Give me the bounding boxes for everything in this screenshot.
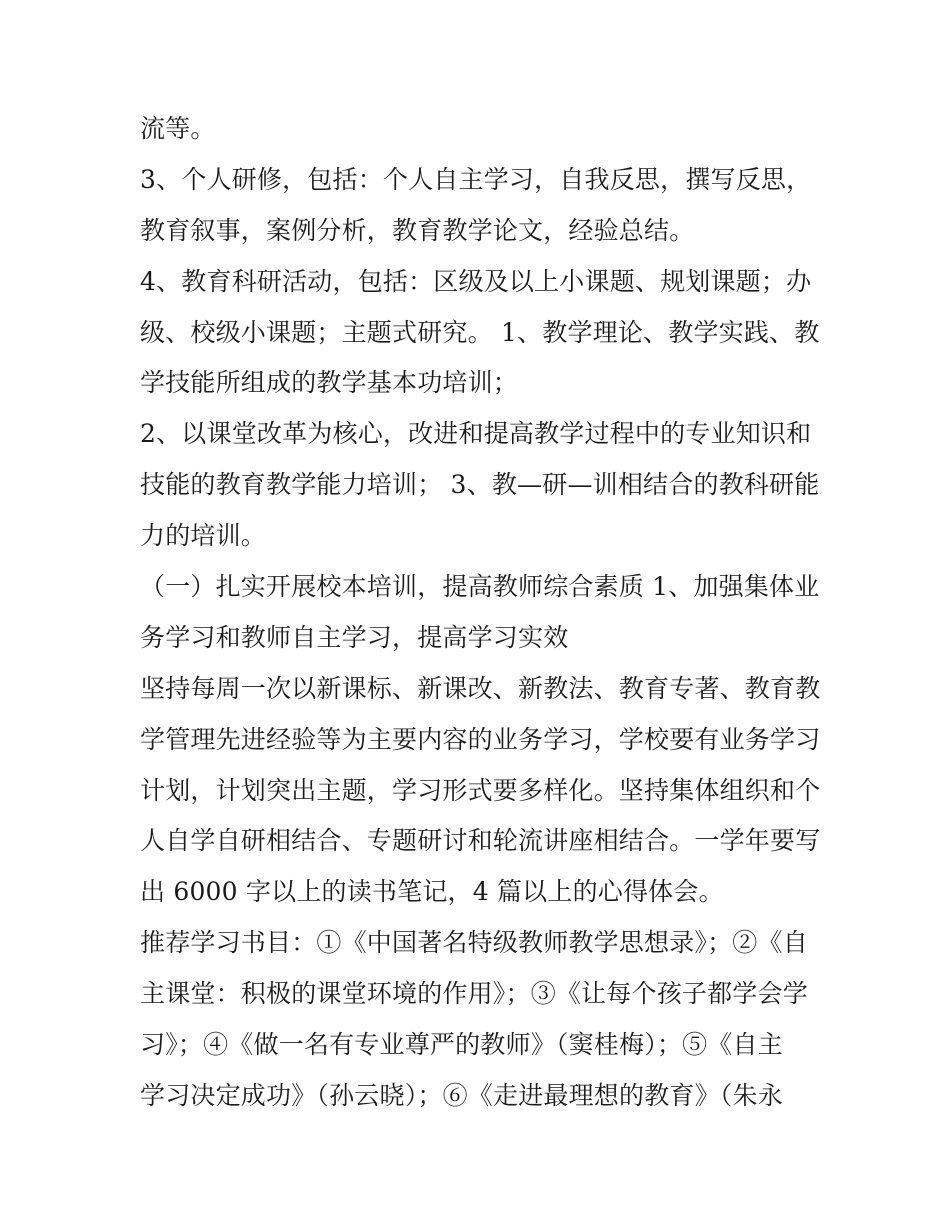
text-line: 3、个人研修，包括：个人自主学习，自我反思，撰写反思， [140, 164, 812, 194]
text-line: 力的培训。 [140, 521, 267, 551]
text-line: 流等。 [140, 114, 216, 143]
text-line: 教育叙事，案例分析，教育教学论文，经验总结。 [140, 215, 695, 245]
text-line: 学技能所组成的教学基本功培训； [140, 368, 519, 398]
text-line: 2、以课堂改革为核心，改进和提高教学过程中的专业知识和 [140, 419, 812, 449]
text-line: 技能的教育教学能力培训； 3、教—研—训相结合的教科研能 [140, 470, 820, 500]
text-line: 计划，计划突出主题，学习形式要多样化。坚持集体组织和个 [140, 775, 821, 805]
text-line: 推荐学习书目：①《中国著名特级教师教学思想录》；②《自 [140, 928, 808, 958]
text-line: 学管理先进经验等为主要内容的业务学习，学校要有业务学习 [140, 724, 821, 754]
text-line: 习》；④《做一名有专业尊严的教师》（窦桂梅）；⑤《自主 [140, 1030, 783, 1060]
text-line: 坚持每周一次以新课标、新课改、新教法、教育专著、教育教 [140, 673, 821, 703]
text-line: 主课堂：积极的课堂环境的作用》；③《让每个孩子都学会学 [140, 979, 808, 1009]
text-line: 出 6000 字以上的读书笔记，4 篇以上的心得体会。 [140, 877, 724, 907]
text-line: 级、校级小课题；主题式研究。 1、教学理论、教学实践、教 [140, 317, 820, 347]
text-line: （一）扎实开展校本培训，提高教师综合素质 1、加强集体业 [140, 572, 820, 602]
document-page [140, 104, 820, 1122]
text-line: 人自学自研相结合、专题研讨和轮流讲座相结合。一学年要写 [140, 826, 821, 856]
text-line: 学习决定成功》（孙云晓）；⑥《走进最理想的教育》（朱永 [140, 1080, 783, 1110]
text-line: 4、教育科研活动，包括：区级及以上小课题、规划课题；办 [140, 266, 812, 296]
text-line: 务学习和教师自主学习，提高学习实效 [140, 622, 569, 652]
